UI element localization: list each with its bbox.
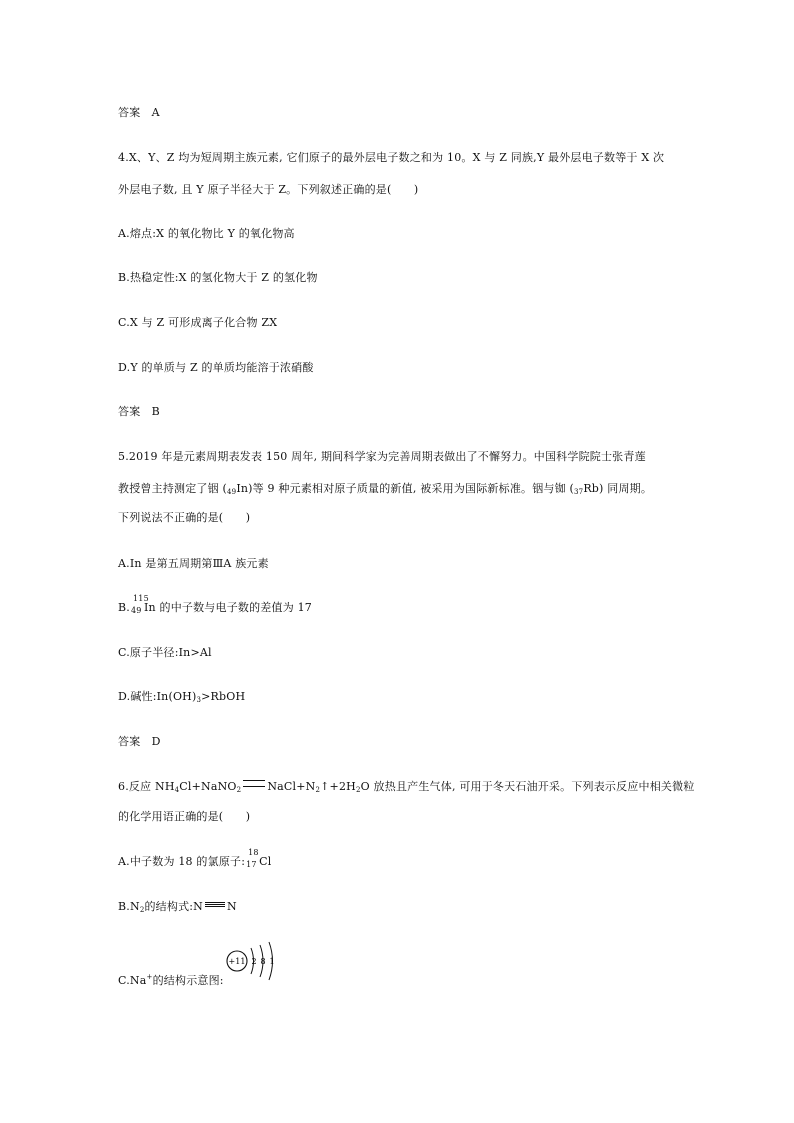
q5-line2-text-c: Rb) 同周期。 [583,482,653,495]
q5b-text: In 的中子数与电子数的差值为 17 [143,601,313,614]
question-5-option-d [118,690,245,707]
nuclide-mass-number: 115 [132,594,149,603]
question-4-option-b: B.热稳定性:X 的氢化物大于 Z 的氢化物 [118,271,318,284]
q5d-subscript: 3 [196,696,202,704]
question-5-option-a: A.In 是第五周期第ⅢA 族元素 [118,557,269,570]
question-5-stem-line-3: 下列说法不正确的是( ) [118,511,251,524]
q5d-suffix: >RbOH [201,690,246,703]
q6c-suffix: 的结构示意图: [152,974,224,987]
question-4-option-d: D.Y 的单质与 Z 的单质均能溶于浓硝酸 [118,361,314,374]
nucleus-charge: +11 [228,957,246,966]
question-6-option-c [118,970,224,988]
question-5-stem-line-1: 5.2019 年是元素周期表发表 150 周年, 期间科学家为完善周期表做出了不懈努力。中国科学院院士张青莲 [118,450,646,463]
answer-3: 答案 A [118,106,160,119]
q6-sub-2: 2 [236,786,242,794]
q6-text-d: ↑+2H [320,780,356,793]
question-4-option-c: C.X 与 Z 可形成离子化合物 ZX [118,316,278,329]
q6b-subscript: 2 [139,906,145,914]
q6-sub-2c: 2 [355,786,361,794]
shell-electron-count: 2 [251,957,257,966]
question-4-option-a: A.熔点:X 的氧化物比 Y 的氧化物高 [118,227,295,240]
equals-sign-icon [243,780,265,787]
q6a-prefix: A.中子数为 18 的氯原子: [118,855,246,868]
rubidium-atomic-number: 37 [574,488,584,496]
question-4-stem-line-2: 外层电子数, 且 Y 原子半径大于 Z。下列叙述正确的是( ) [118,183,419,196]
q5b-prefix: B. [118,601,130,614]
nuclide-atomic-number: 49 [130,606,142,615]
q6-text-a: 6.反应 NH [118,780,175,793]
question-5-option-b [118,594,313,615]
q5-line2-text-a: 教授曾主持测定了铟 ( [118,482,227,495]
q6b-suffix: N [227,900,237,913]
q6c-superscript: + [146,973,153,981]
q6-text-c: NaCl+N [267,780,316,793]
q6-sub-4: 4 [174,786,180,794]
q5d-prefix: D.碱性:In(OH) [118,690,197,703]
indium-nuclide [130,594,149,615]
sodium-atom-structure-diagram [225,940,281,982]
q6-text-b: Cl+NaNO [179,780,237,793]
question-6-stem-line-2: 的化学用语正确的是( ) [118,810,251,823]
q6b-mid: 的结构式:N [144,900,203,913]
question-6-option-b [118,900,237,917]
question-6-option-a [118,848,272,869]
q6-sub-2b: 2 [315,786,321,794]
shell-electron-count: 8 [260,957,266,966]
question-5-stem-line-2 [118,482,652,499]
nuclide-atomic-number: 17 [246,860,257,869]
chlorine-nuclide [245,848,259,869]
answer-4: 答案 B [118,405,160,418]
question-6-stem-line-1 [118,780,695,797]
question-4-stem-line-1: 4.X、Y、Z 均为短周期主族元素, 它们原子的最外层电子数之和为 10。X 与 Z 同族,Y 最外层电子数等于 X 次 [118,151,665,164]
q6a-suffix: Cl [259,855,272,868]
q6-text-e: O 放热且产生气体, 可用于冬天石油开采。下列表示反应中相关微粒 [360,780,695,793]
question-5-option-c: C.原子半径:In>Al [118,646,212,659]
q6c-prefix: C.Na [118,974,147,987]
nuclide-mass-number: 18 [248,848,259,857]
q6b-prefix: B.N [118,900,140,913]
shell-electron-count: 1 [269,957,275,966]
answer-5: 答案 D [118,735,161,748]
triple-bond-icon [205,902,225,908]
indium-atomic-number: 49 [227,488,237,496]
q5-line2-text-b: In)等 9 种元素相对原子质量的新值, 被采用为国际新标准。铟与铷 ( [236,482,575,495]
